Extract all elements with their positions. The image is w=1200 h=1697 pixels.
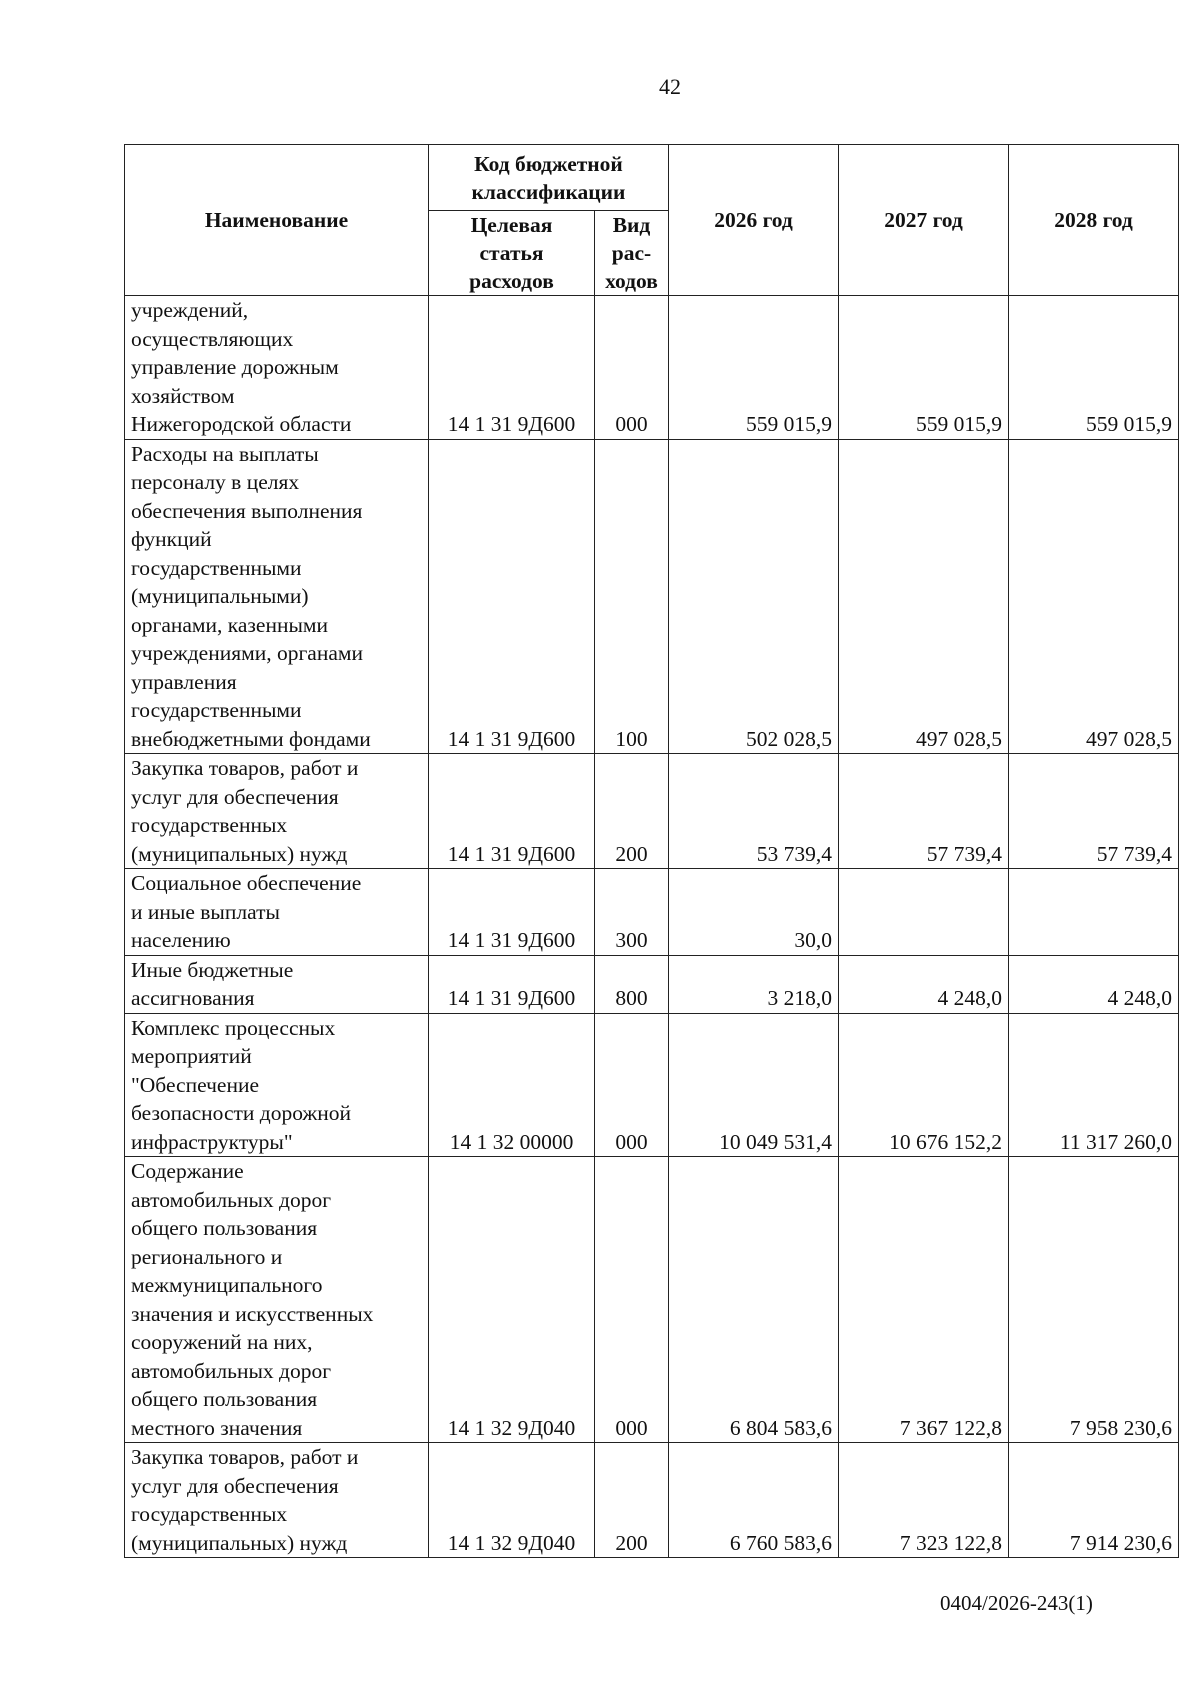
row-target-article: 14 1 31 9Д600 (429, 754, 595, 869)
row-value-2028: 559 015,9 (1009, 296, 1179, 440)
row-name: Закупка товаров, работ и услуг для обеспечения государственных (муниципальных) нужд (125, 1443, 429, 1558)
row-value-2026: 10 049 531,4 (669, 1013, 839, 1157)
table-row (125, 955, 1179, 1013)
budget-table (124, 144, 1179, 1558)
row-name: Расходы на выплаты персоналу в целях обеспечения выполнения функций государственными (муниципальными) органами, казенными учреждениями, органами управления государственными внебюджетными фондами (125, 439, 429, 754)
row-value-2028 (1009, 869, 1179, 956)
row-target-article: 14 1 31 9Д600 (429, 439, 595, 754)
table-row (125, 439, 1179, 754)
row-value-2027: 7 323 122,8 (839, 1443, 1009, 1558)
header-year-2026: 2026 год (669, 145, 839, 296)
row-value-2026: 30,0 (669, 869, 839, 956)
table-row (125, 1013, 1179, 1157)
row-expense-type: 000 (595, 1157, 669, 1443)
row-value-2027: 10 676 152,2 (839, 1013, 1009, 1157)
row-expense-type: 200 (595, 1443, 669, 1558)
table-body (125, 296, 1179, 1558)
row-value-2027: 57 739,4 (839, 754, 1009, 869)
table-row (125, 754, 1179, 869)
header-year-2028: 2028 год (1009, 145, 1179, 296)
row-expense-type: 000 (595, 296, 669, 440)
row-name: Комплекс процессных мероприятий "Обеспечение безопасности дорожной инфраструктуры" (125, 1013, 429, 1157)
row-value-2028: 11 317 260,0 (1009, 1013, 1179, 1157)
row-value-2028: 4 248,0 (1009, 955, 1179, 1013)
row-expense-type: 100 (595, 439, 669, 754)
row-target-article: 14 1 32 9Д040 (429, 1443, 595, 1558)
row-value-2027: 7 367 122,8 (839, 1157, 1009, 1443)
row-value-2026: 6 804 583,6 (669, 1157, 839, 1443)
row-value-2027 (839, 869, 1009, 956)
header-budget-code: Код бюджетной классификации (429, 145, 669, 211)
row-target-article: 14 1 31 9Д600 (429, 869, 595, 956)
row-name: учреждений, осуществляющих управление дорожным хозяйством Нижегородской области (125, 296, 429, 440)
document-code: 0404/2026-243(1) (940, 1591, 1093, 1615)
row-value-2028: 7 914 230,6 (1009, 1443, 1179, 1558)
header-name: Наименование (125, 145, 429, 296)
row-value-2028: 497 028,5 (1009, 439, 1179, 754)
row-name: Иные бюджетные ассигнования (125, 955, 429, 1013)
header-target-article: Целевая статья расходов (429, 211, 595, 296)
header-year-2027: 2027 год (839, 145, 1009, 296)
table-row (125, 1443, 1179, 1558)
row-name: Содержание автомобильных дорог общего пользования регионального и межмуниципального значения и искусственных сооружений на них, автомобильных дорог общего пользования местного значения (125, 1157, 429, 1443)
row-target-article: 14 1 31 9Д600 (429, 296, 595, 440)
table-row (125, 1157, 1179, 1443)
row-value-2026: 3 218,0 (669, 955, 839, 1013)
row-expense-type: 000 (595, 1013, 669, 1157)
row-expense-type: 200 (595, 754, 669, 869)
row-name: Закупка товаров, работ и услуг для обеспечения государственных (муниципальных) нужд (125, 754, 429, 869)
row-value-2026: 6 760 583,6 (669, 1443, 839, 1558)
row-expense-type: 300 (595, 869, 669, 956)
row-value-2027: 497 028,5 (839, 439, 1009, 754)
row-target-article: 14 1 31 9Д600 (429, 955, 595, 1013)
row-value-2026: 502 028,5 (669, 439, 839, 754)
row-value-2027: 559 015,9 (839, 296, 1009, 440)
page-number: 42 (659, 74, 681, 99)
row-target-article: 14 1 32 9Д040 (429, 1157, 595, 1443)
row-name: Социальное обеспечение и иные выплаты населению (125, 869, 429, 956)
header-expense-type: Вид рас- ходов (595, 211, 669, 296)
row-expense-type: 800 (595, 955, 669, 1013)
row-value-2028: 57 739,4 (1009, 754, 1179, 869)
table-row (125, 869, 1179, 956)
row-target-article: 14 1 32 00000 (429, 1013, 595, 1157)
row-value-2027: 4 248,0 (839, 955, 1009, 1013)
table-row (125, 296, 1179, 440)
row-value-2026: 559 015,9 (669, 296, 839, 440)
table-header (125, 145, 1179, 296)
row-value-2028: 7 958 230,6 (1009, 1157, 1179, 1443)
row-value-2026: 53 739,4 (669, 754, 839, 869)
